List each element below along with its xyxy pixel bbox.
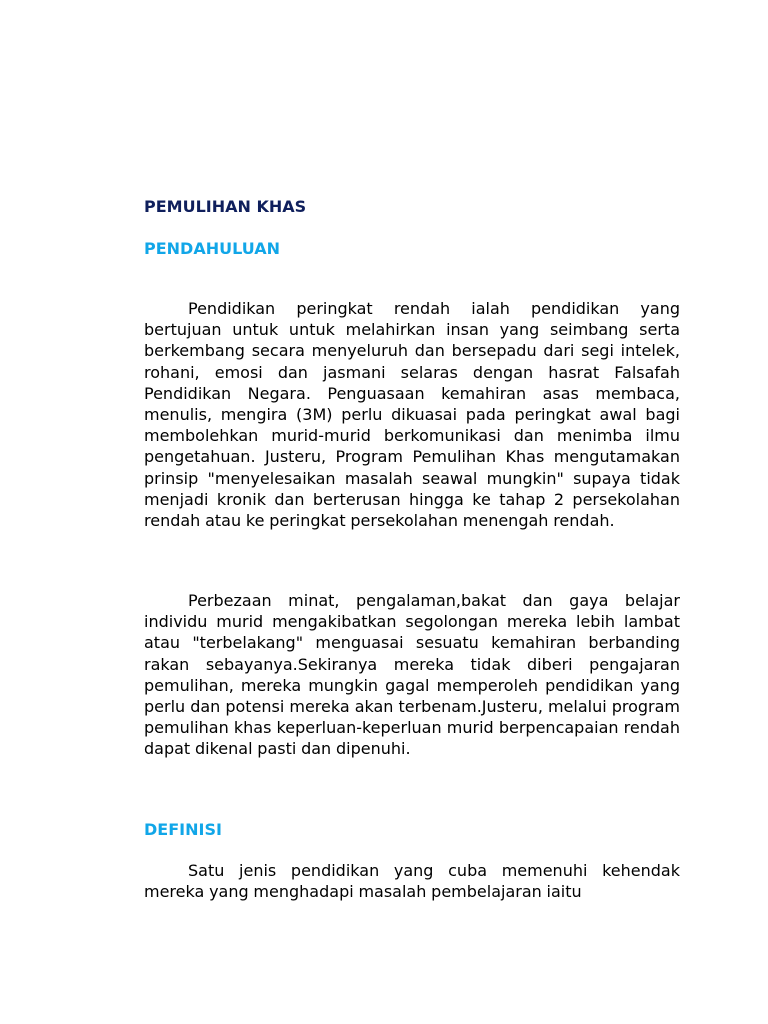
- document-title: PEMULIHAN KHAS: [144, 197, 307, 216]
- body-paragraph-2: Perbezaan minat, pengalaman,bakat dan gaya belajar individu murid mengakibatkan segolongan mereka lebih lambat atau "terbelakang" menguasai sesuatu kemahiran berbanding rakan sebayanya.Sekiranya mereka tidak diberi pengajaran pemulihan, mereka mungkin gagal memperoleh pendidikan yang perlu dan potensi mereka akan terbenam.Justeru, melalui program pemulihan khas keperluan-keperluan murid berpencapaian rendah dapat dikenal pasti dan dipenuhi.: [144, 591, 680, 759]
- section-heading-pendahuluan: PENDAHULUAN: [144, 239, 280, 258]
- body-paragraph-3: Satu jenis pendidikan yang cuba memenuhi kehendak mereka yang menghadapi masalah pembelajaran iaitu: [144, 861, 680, 902]
- body-paragraph-1: Pendidikan peringkat rendah ialah pendidikan yang bertujuan untuk untuk melahirkan insan yang seimbang serta berkembang secara menyeluruh dan bersepadu dari segi intelek, rohani, emosi dan jasmani selaras dengan hasrat Falsafah Pendidikan Negara. Penguasaan kemahiran asas membaca, menulis, mengira (3M) perlu dikuasai pada peringkat awal bagi membolehkan murid-murid berkomunikasi dan menimba ilmu pengetahuan. Justeru, Program Pemulihan Khas mengutamakan prinsip "menyelesaikan masalah seawal mungkin" supaya tidak menjadi kronik dan berterusan hingga ke tahap 2 persekolahan rendah atau ke peringkat persekolahan menengah rendah.: [144, 299, 680, 531]
- section-heading-definisi: DEFINISI: [144, 820, 222, 839]
